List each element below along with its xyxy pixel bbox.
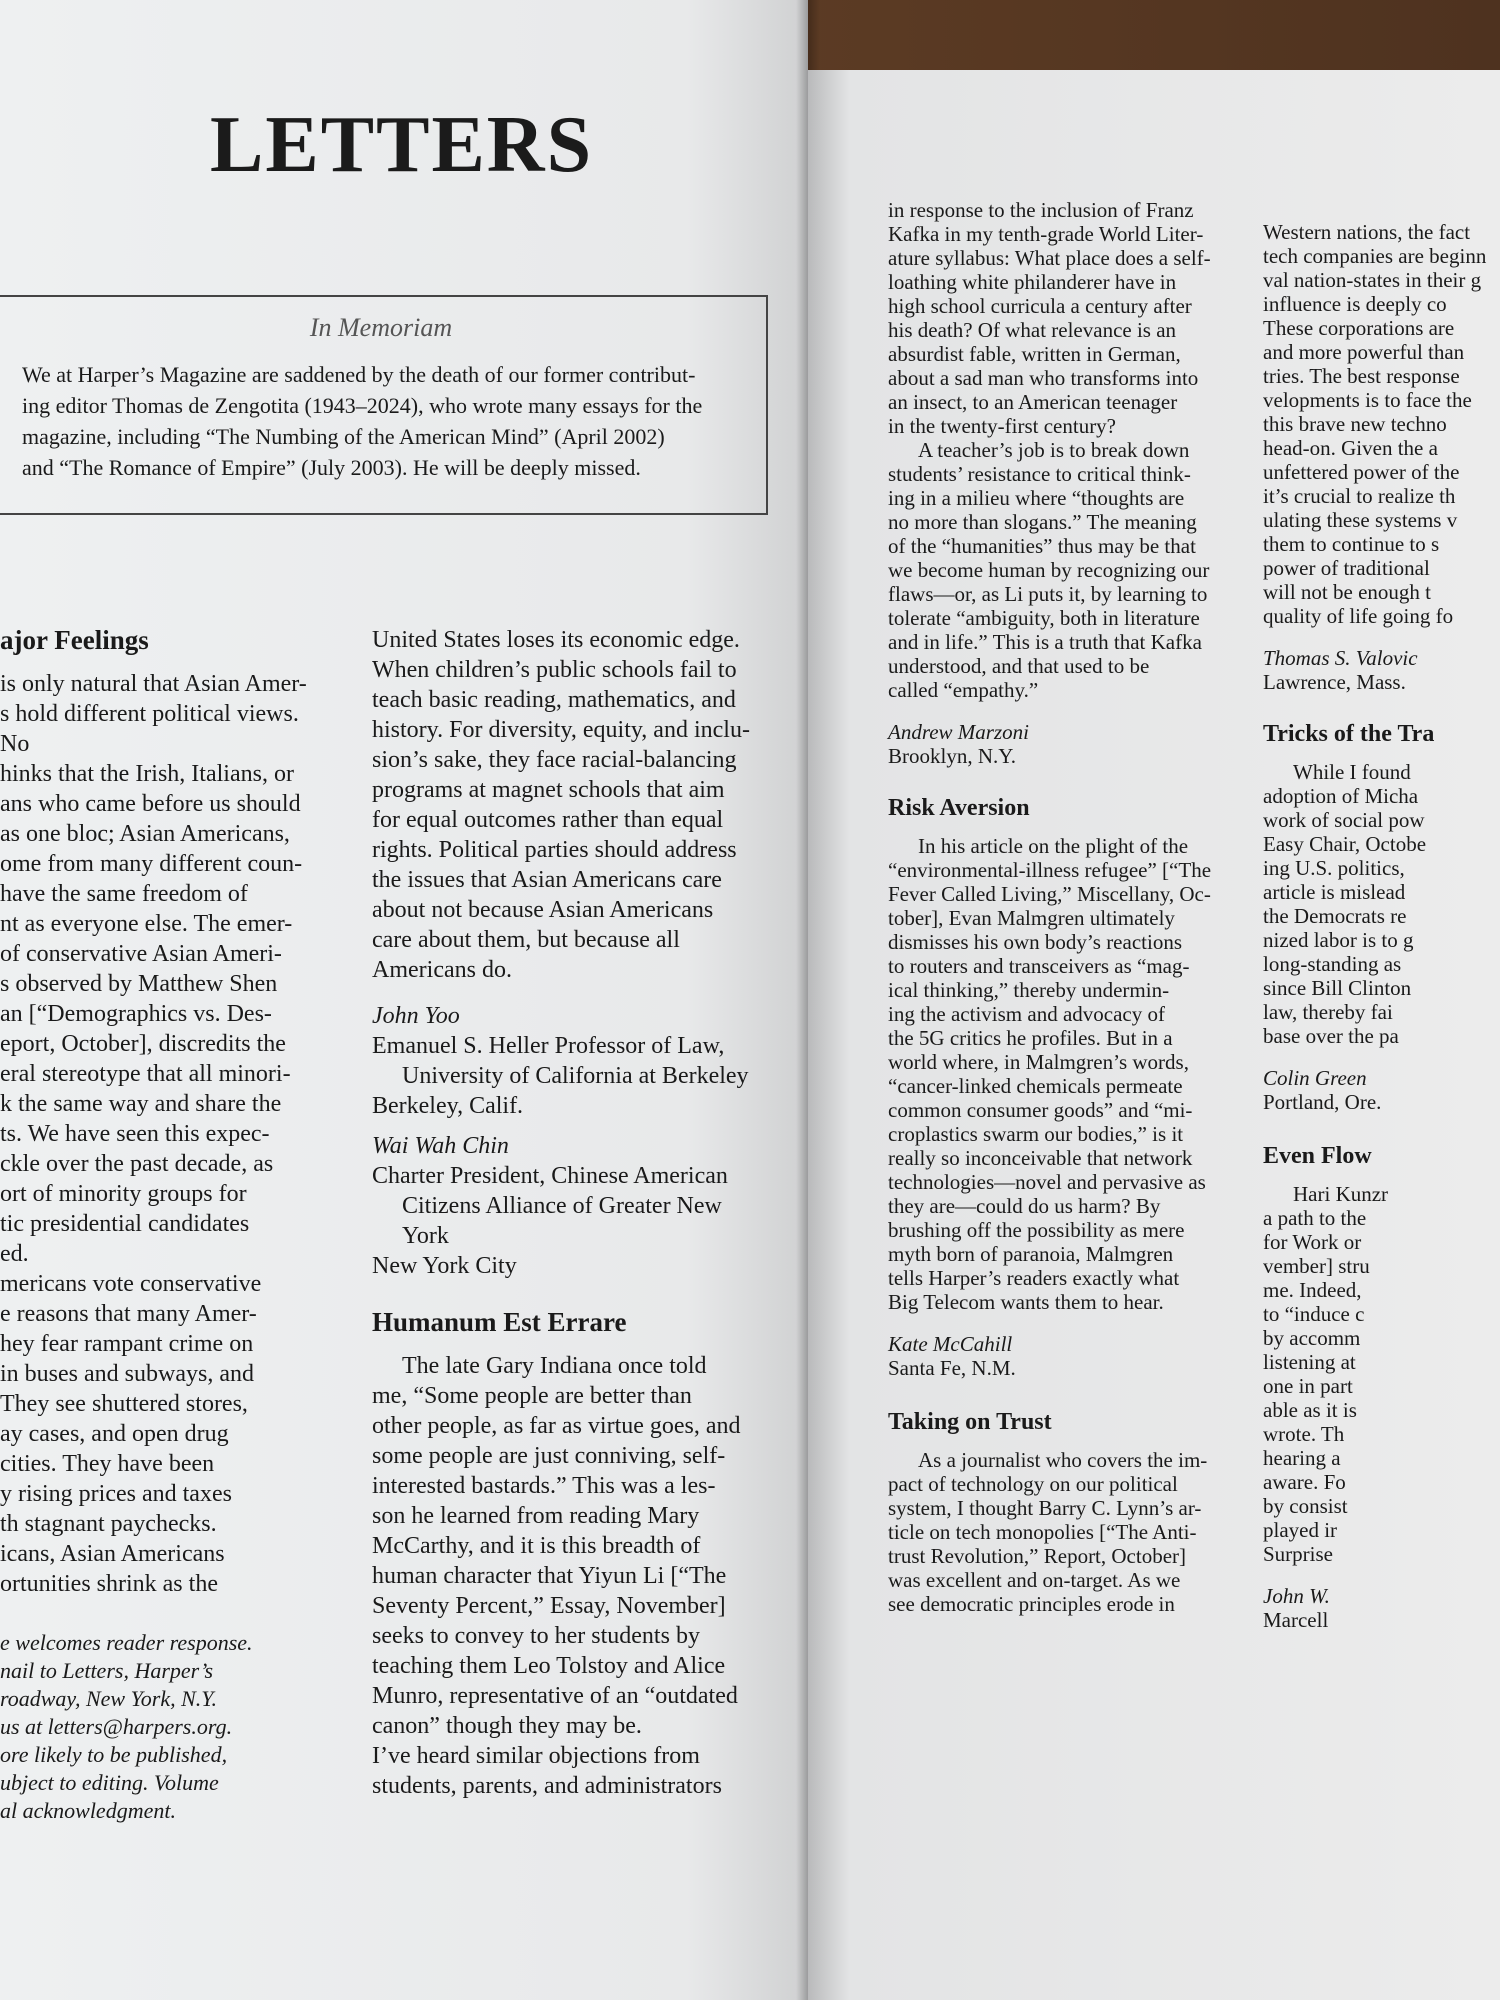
- signature-place: Lawrence, Mass.: [1263, 670, 1406, 694]
- letter-body: [888, 834, 1253, 1314]
- letter-line: k the same way and share the: [0, 1091, 282, 1117]
- letter-line: ing U.S. politics,: [1263, 856, 1405, 880]
- letter-line: Hari Kunzr: [1293, 1182, 1389, 1206]
- letter-line: The late Gary Indiana once told: [402, 1353, 707, 1379]
- letter-column-3: [888, 198, 1253, 1616]
- letter-line: quality of life going fo: [1263, 604, 1454, 628]
- letter-line: croplastics swarm our bodies,” is it: [888, 1122, 1184, 1146]
- letter-line: sion’s sake, they face racial-balancing: [372, 747, 737, 773]
- letter-line: history. For diversity, equity, and inclu-: [372, 717, 750, 743]
- letter-line: me. Indeed,: [1263, 1278, 1362, 1302]
- letter-line: hey fear rampant crime on: [0, 1331, 254, 1357]
- letter-line: While I found: [1293, 760, 1411, 784]
- letter-line: nized labor is to g: [1263, 928, 1414, 952]
- letter-line: to “induce c: [1263, 1302, 1365, 1326]
- letter-line: Big Telecom wants them to hear.: [888, 1290, 1164, 1314]
- letter-line: nt as everyone else. The emer-: [0, 911, 293, 937]
- letter-line: really so inconceivable that network: [888, 1146, 1193, 1170]
- signature-name: Wai Wah Chin: [372, 1133, 509, 1159]
- letter-line: have the same freedom of: [0, 881, 248, 907]
- letter-line: and in life.” This is a truth that Kafka: [888, 630, 1202, 654]
- letter-line: students, parents, and administrators: [372, 1773, 722, 1799]
- letter-line: Western nations, the fact: [1263, 220, 1471, 244]
- notice-line: e welcomes reader response.: [0, 1630, 253, 1655]
- letter-line: head-on. Given the a: [1263, 436, 1438, 460]
- letter-line: human character that Yiyun Li [“The: [372, 1563, 727, 1589]
- letter-line: ortunities shrink as the: [0, 1571, 218, 1597]
- letter-line: absurdist fable, written in German,: [888, 342, 1181, 366]
- memoriam-box: [0, 295, 768, 515]
- letter-line: since Bill Clinton: [1263, 976, 1412, 1000]
- letter-line: tic presidential candidates: [0, 1211, 250, 1237]
- letter-line: influence is deeply co: [1263, 292, 1447, 316]
- letter-line: hinks that the Irish, Italians, or: [0, 761, 294, 787]
- letter-line: in the twenty-first century?: [888, 414, 1117, 438]
- letter-line: mericans vote conservative: [0, 1271, 262, 1297]
- affiliation-line: University of California at Berkeley: [402, 1063, 749, 1089]
- letter-line: In his article on the plight of the: [918, 834, 1189, 858]
- notice-line: nail to Letters, Harper’s: [0, 1658, 214, 1683]
- letter-line: law, thereby fai: [1263, 1000, 1393, 1024]
- letter-line: common consumer goods” and “mi-: [888, 1098, 1193, 1122]
- letter-line: ay cases, and open drug: [0, 1421, 229, 1447]
- letter-line: th stagnant paychecks.: [0, 1511, 217, 1537]
- right-page: [808, 70, 1500, 2000]
- reader-response-notice: [0, 1629, 330, 1825]
- letter-line: one in part: [1263, 1374, 1353, 1398]
- letter-line: in response to the inclusion of Franz: [888, 198, 1194, 222]
- letter-line: the Democrats re: [1263, 904, 1407, 928]
- memoriam-body: [22, 359, 740, 483]
- letter-line: they are—could do us harm? By: [888, 1194, 1161, 1218]
- letter-line: aware. Fo: [1263, 1470, 1346, 1494]
- letter-line: will not be enough t: [1263, 580, 1431, 604]
- notice-line: ubject to editing. Volume: [0, 1770, 219, 1795]
- letter-line: ed.: [0, 1241, 29, 1267]
- letter-line: ticle on tech monopolies [“The Anti-: [888, 1520, 1197, 1544]
- letter-line: Seventy Percent,” Essay, November]: [372, 1593, 726, 1619]
- memoriam-title: In Memoriam: [309, 313, 453, 342]
- letter-line: s hold different political views. No: [0, 701, 299, 757]
- letter-line: “cancer-linked chemicals permeate: [888, 1074, 1183, 1098]
- notice-line: roadway, New York, N.Y.: [0, 1686, 218, 1711]
- signature-name: Andrew Marzoni: [888, 720, 1029, 744]
- letter-line: world where, in Malmgren’s words,: [888, 1050, 1189, 1074]
- letter-line: some people are just conniving, self-: [372, 1443, 726, 1469]
- affiliation-line: New York City: [372, 1253, 517, 1279]
- letter-line: ing the activism and advocacy of: [888, 1002, 1165, 1026]
- notice-line: ore likely to be published,: [0, 1742, 228, 1767]
- letter-body: [1263, 760, 1500, 1048]
- letter-line: unfettered power of the: [1263, 460, 1460, 484]
- letter-line: s observed by Matthew Shen: [0, 971, 278, 997]
- letter-line: high school curricula a century after: [888, 294, 1192, 318]
- letter-line: Americans do.: [372, 957, 512, 983]
- letter-line: students’ resistance to critical think-: [888, 462, 1191, 486]
- memoriam-line: magazine, including “The Numbing of the American Mind” (April 2002): [22, 424, 665, 449]
- letter-body: [372, 1351, 772, 1801]
- affiliation-line: Citizens Alliance of Greater New York: [402, 1193, 722, 1249]
- page-title: LETTERS: [210, 101, 594, 189]
- letter-body: [1263, 1182, 1500, 1566]
- signature-name: John Yoo: [372, 1003, 460, 1029]
- memoriam-line: ing editor Thomas de Zengotita (1943–2024), who wrote many essays for the: [22, 393, 703, 418]
- letter-line: teach basic reading, mathematics, and: [372, 687, 736, 713]
- letter-line: programs at magnet schools that aim: [372, 777, 725, 803]
- letter-line: eport, October], discredits the: [0, 1031, 286, 1057]
- letter-body: [372, 625, 772, 985]
- letter-line: When children’s public schools fail to: [372, 657, 737, 683]
- letter-line: McCarthy, and it is this breadth of: [372, 1533, 701, 1559]
- letter-line: to routers and transceivers as “mag-: [888, 954, 1190, 978]
- letter-line: tolerate “ambiguity, both in literature: [888, 606, 1200, 630]
- letter-line: cities. They have been: [0, 1451, 215, 1477]
- letter-line: ulating these systems v: [1263, 508, 1458, 532]
- letter-body: [1263, 220, 1500, 628]
- letter-body: [888, 438, 1253, 702]
- letter-line: ts. We have seen this expec-: [0, 1121, 270, 1147]
- signature-name: Colin Green: [1263, 1066, 1367, 1090]
- letter-line: seeks to convey to her students by: [372, 1623, 700, 1649]
- letter-line: as one bloc; Asian Americans,: [0, 821, 290, 847]
- letter-line: is only natural that Asian Amer-: [0, 671, 307, 697]
- letter-line: dismisses his own body’s reactions: [888, 930, 1182, 954]
- letter-line: the 5G critics he profiles. But in a: [888, 1026, 1173, 1050]
- letter-line: power of traditional: [1263, 556, 1430, 580]
- letter-line: ical thinking,” thereby undermin-: [888, 978, 1170, 1002]
- letter-heading: ajor Feelings: [0, 625, 149, 655]
- letter-body: [888, 198, 1253, 438]
- letter-body: [888, 1448, 1253, 1616]
- affiliation-line: Emanuel S. Heller Professor of Law,: [372, 1033, 725, 1059]
- signature-affiliation: [372, 1161, 772, 1281]
- letter-line: These corporations are: [1263, 316, 1455, 340]
- letter-line: adoption of Micha: [1263, 784, 1419, 808]
- affiliation-line: Berkeley, Calif.: [372, 1093, 524, 1119]
- letter-line: the issues that Asian Americans care: [372, 867, 722, 893]
- letter-line: icans, Asian Americans: [0, 1541, 225, 1567]
- letter-line: A teacher’s job is to break down: [918, 438, 1190, 462]
- letter-line: see democratic principles erode in: [888, 1592, 1175, 1616]
- notice-line: al acknowledgment.: [0, 1798, 176, 1823]
- letter-line: interested bastards.” This was a les-: [372, 1473, 716, 1499]
- signature-place: Portland, Ore.: [1263, 1090, 1382, 1114]
- signature-place: Brooklyn, N.Y.: [888, 744, 1016, 768]
- letter-line: As a journalist who covers the im-: [918, 1448, 1208, 1472]
- letter-line: by accomm: [1263, 1326, 1361, 1350]
- letter-line: “environmental-illness refugee” [“The: [888, 858, 1212, 882]
- signature-name: John W.: [1263, 1584, 1330, 1608]
- letter-line: technologies—novel and pervasive as: [888, 1170, 1206, 1194]
- signature-affiliation: [372, 1031, 772, 1121]
- letter-line: we become human by recognizing our: [888, 558, 1210, 582]
- letter-line: ort of minority groups for: [0, 1181, 247, 1207]
- letter-line: long-standing as: [1263, 952, 1402, 976]
- letter-line: rights. Political parties should address: [372, 837, 737, 863]
- letter-line: tober], Evan Malmgren ultimately: [888, 906, 1175, 930]
- notice-line: us at letters@harpers.org.: [0, 1714, 233, 1739]
- letter-line: loathing white philanderer have in: [888, 270, 1177, 294]
- letter-line: wrote. Th: [1263, 1422, 1345, 1446]
- letter-heading: Tricks of the Tra: [1263, 721, 1435, 747]
- letter-line: about not because Asian Americans: [372, 897, 714, 923]
- letter-line: about a sad man who transforms into: [888, 366, 1199, 390]
- letter-line: teaching them Leo Tolstoy and Alice: [372, 1653, 726, 1679]
- letter-line: for Work or: [1263, 1230, 1362, 1254]
- letter-column-4: [1263, 220, 1500, 1632]
- letter-line: ans who came before us should: [0, 791, 301, 817]
- letter-line: I’ve heard similar objections from: [372, 1743, 700, 1769]
- letter-line: eral stereotype that all minori-: [0, 1061, 291, 1087]
- letter-line: canon” though they may be.: [372, 1713, 642, 1739]
- letter-line: val nation-states in their g: [1263, 268, 1482, 292]
- memoriam-line: and “The Romance of Empire” (July 2003). He will be deeply missed.: [22, 455, 641, 480]
- letter-heading: Risk Aversion: [888, 795, 1030, 821]
- letter-heading: Taking on Trust: [888, 1409, 1052, 1435]
- letter-line: played ir: [1263, 1518, 1338, 1542]
- letter-line: Kafka in my tenth-grade World Liter-: [888, 222, 1204, 246]
- letter-line: of the “humanities” thus may be that: [888, 534, 1196, 558]
- letter-line: ckle over the past decade, as: [0, 1151, 274, 1177]
- signature-name: Kate McCahill: [888, 1332, 1013, 1356]
- letter-line: listening at: [1263, 1350, 1356, 1374]
- letter-line: called “empathy.”: [888, 678, 1039, 702]
- letter-line: vember] stru: [1263, 1254, 1370, 1278]
- letter-column-1: [0, 625, 330, 1825]
- letter-line: base over the pa: [1263, 1024, 1399, 1048]
- letter-line: able as it is: [1263, 1398, 1357, 1422]
- letter-line: an insect, to an American teenager: [888, 390, 1178, 414]
- letter-line: care about them, but because all: [372, 927, 680, 953]
- letter-line: ing in a milieu where “thoughts are: [888, 486, 1185, 510]
- letter-line: myth born of paranoia, Malmgren: [888, 1242, 1174, 1266]
- letter-line: a path to the: [1263, 1206, 1367, 1230]
- letter-line: them to continue to s: [1263, 532, 1440, 556]
- letter-line: of conservative Asian Ameri-: [0, 941, 282, 967]
- letter-line: me, “Some people are better than: [372, 1383, 692, 1409]
- letter-line: tech companies are beginn: [1263, 244, 1487, 268]
- letter-line: other people, as far as virtue goes, and: [372, 1413, 741, 1439]
- letter-line: for equal outcomes rather than equal: [372, 807, 724, 833]
- letter-body: [0, 669, 330, 1599]
- letter-line: ome from many different coun-: [0, 851, 303, 877]
- letter-line: his death? Of what relevance is an: [888, 318, 1177, 342]
- letter-line: y rising prices and taxes: [0, 1481, 232, 1507]
- letter-line: this brave new techno: [1263, 412, 1447, 436]
- letter-line: e reasons that many Amer-: [0, 1301, 257, 1327]
- letter-line: work of social pow: [1263, 808, 1425, 832]
- letter-line: an [“Demographics vs. Des-: [0, 1001, 272, 1027]
- letter-line: son he learned from reading Mary: [372, 1503, 700, 1529]
- letter-line: Munro, representative of an “outdated: [372, 1683, 738, 1709]
- letter-heading: Even Flow: [1263, 1143, 1372, 1169]
- letter-line: United States loses its economic edge.: [372, 627, 740, 653]
- signature-place: Marcell: [1263, 1608, 1329, 1632]
- letter-line: article is mislead: [1263, 880, 1406, 904]
- letter-line: They see shuttered stores,: [0, 1391, 248, 1417]
- letter-line: tells Harper’s readers exactly what: [888, 1266, 1180, 1290]
- letter-line: tries. The best response: [1263, 364, 1460, 388]
- letter-line: flaws—or, as Li puts it, by learning to: [888, 582, 1208, 606]
- letter-heading: Humanum Est Errare: [372, 1307, 627, 1337]
- letter-line: brushing off the possibility as mere: [888, 1218, 1185, 1242]
- letter-line: by consist: [1263, 1494, 1348, 1518]
- letter-line: it’s crucial to realize th: [1263, 484, 1456, 508]
- letter-line: velopments is to face the: [1263, 388, 1472, 412]
- letter-line: trust Revolution,” Report, October]: [888, 1544, 1187, 1568]
- memoriam-line: We at Harper’s Magazine are saddened by the death of our former contribut-: [22, 362, 696, 387]
- letter-line: Easy Chair, Octobe: [1263, 832, 1427, 856]
- signature-place: Santa Fe, N.M.: [888, 1356, 1016, 1380]
- letter-line: hearing a: [1263, 1446, 1341, 1470]
- affiliation-line: Charter President, Chinese American: [372, 1163, 728, 1189]
- letter-line: ature syllabus: What place does a self-: [888, 246, 1211, 270]
- letter-line: in buses and subways, and: [0, 1361, 254, 1387]
- letter-line: system, I thought Barry C. Lynn’s ar-: [888, 1496, 1202, 1520]
- signature-name: Thomas S. Valovic: [1263, 646, 1418, 670]
- letter-line: Fever Called Living,” Miscellany, Oc-: [888, 882, 1211, 906]
- letter-line: was excellent and on-target. As we: [888, 1568, 1181, 1592]
- letter-line: no more than slogans.” The meaning: [888, 510, 1197, 534]
- letter-column-2: [372, 625, 772, 1801]
- letter-line: and more powerful than: [1263, 340, 1465, 364]
- letter-line: Surprise: [1263, 1542, 1333, 1566]
- letter-line: understood, and that used to be: [888, 654, 1150, 678]
- letter-line: pact of technology on our political: [888, 1472, 1178, 1496]
